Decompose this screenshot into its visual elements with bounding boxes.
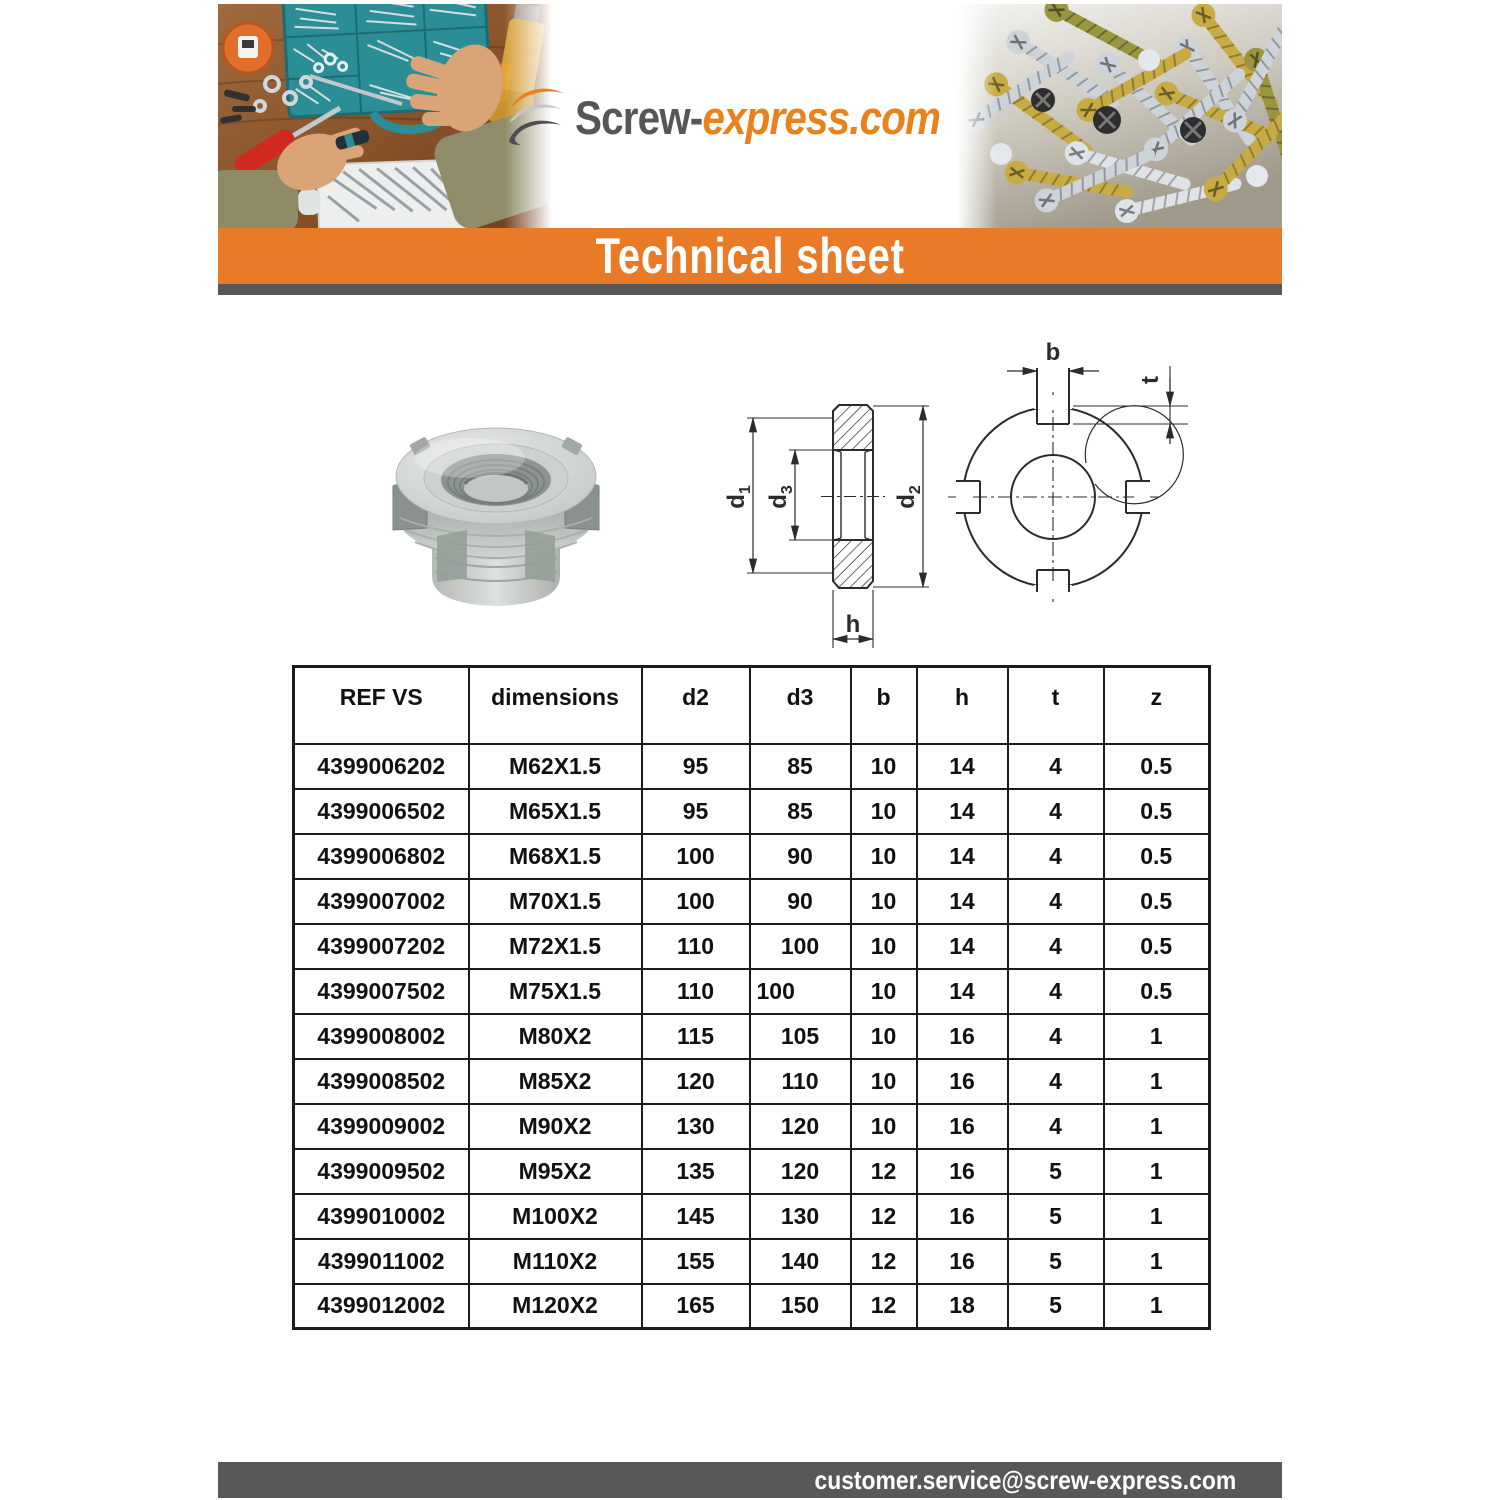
table-cell: 16 [917,1149,1008,1194]
table-cell: 16 [917,1239,1008,1284]
table-cell: 90 [750,834,851,879]
table-row [294,744,1210,789]
table-cell: 0.5 [1104,834,1210,879]
table-cell: 1 [1104,1059,1210,1104]
table-cell: 12 [851,1239,917,1284]
table-cell: M70X1.5 [469,879,642,924]
table-cell: 10 [851,879,917,924]
table-cell: 10 [851,924,917,969]
table-cell: 110 [642,969,750,1014]
table-cell: 0.5 [1104,789,1210,834]
table-cell: 14 [917,744,1008,789]
col-header-d3: d3 [750,667,851,744]
col-header-b: b [851,667,917,744]
table-cell: 4 [1008,744,1104,789]
table-cell: 110 [750,1059,851,1104]
dim-label-t: t [1137,376,1164,384]
table-cell: 5 [1008,1194,1104,1239]
dim-label-d3: $d_3$ [765,485,796,509]
table-cell: 0.5 [1104,969,1210,1014]
table-cell: 0.5 [1104,744,1210,789]
table-cell: 12 [851,1149,917,1194]
table-cell: 1 [1104,1194,1210,1239]
table-cell: 10 [851,744,917,789]
dim-label-b: b [1045,339,1061,366]
table-row [294,879,1210,924]
table-row [294,1194,1210,1239]
table-cell: 85 [750,744,851,789]
swoosh-icon [507,85,569,149]
table-cell: 120 [750,1104,851,1149]
brand-logo [548,62,958,172]
product-photo-slotted-nut [375,378,620,630]
table-row [294,1059,1210,1104]
screws-photo [957,4,1282,228]
table-cell: M85X2 [469,1059,642,1104]
table-cell: 10 [851,969,917,1014]
table-cell: 100 [750,969,851,1014]
table-cell: 135 [642,1149,750,1194]
table-cell: 14 [917,879,1008,924]
workbench-photo [218,4,552,228]
table-cell: 1 [1104,1014,1210,1059]
table-cell: 100 [642,879,750,924]
banner-strip [218,284,1282,295]
table-cell: 4399007502 [294,969,469,1014]
table-cell: 10 [851,1104,917,1149]
col-header-d2: d2 [642,667,750,744]
table-cell: 14 [917,834,1008,879]
table-cell: 4399006802 [294,834,469,879]
table-cell: 130 [750,1194,851,1239]
col-header-ref: REF VS [294,667,469,744]
banner [218,228,1282,284]
table-cell: 4399012002 [294,1284,469,1329]
table-cell: M120X2 [469,1284,642,1329]
table-cell: M62X1.5 [469,744,642,789]
table-cell: M65X1.5 [469,789,642,834]
table-cell: 4399009502 [294,1149,469,1194]
table-cell: 4399007202 [294,924,469,969]
table-cell: 1 [1104,1104,1210,1149]
footer-email[interactable]: customer.service@screw-express.com [814,1464,1236,1495]
section-view [747,405,929,648]
table-cell: 14 [917,789,1008,834]
table-cell: 4 [1008,924,1104,969]
table-cell: 4399011002 [294,1239,469,1284]
table-row [294,969,1210,1014]
technical-drawing [690,330,1250,670]
table-cell: 95 [642,744,750,789]
table-cell: 14 [917,969,1008,1014]
tape-measure [223,23,273,73]
table-cell: 4 [1008,1104,1104,1149]
table-cell: 4399006502 [294,789,469,834]
table-cell: 4 [1008,1059,1104,1104]
table-cell: 4 [1008,879,1104,924]
table-cell: 4399007002 [294,879,469,924]
table-cell: 155 [642,1239,750,1284]
table-cell: 5 [1008,1149,1104,1194]
table-cell: M72X1.5 [469,924,642,969]
table-row [294,789,1210,834]
table-row [294,1239,1210,1284]
table-cell: 85 [750,789,851,834]
table-cell: 16 [917,1059,1008,1104]
table-row [294,1014,1210,1059]
table-cell: 12 [851,1194,917,1239]
table-cell: 165 [642,1284,750,1329]
front-view [948,366,1188,602]
table-row [294,1284,1210,1329]
table-header-row [294,667,1210,744]
col-header-dimensions: dimensions [469,667,642,744]
table-cell: 12 [851,1284,917,1329]
table-cell: M80X2 [469,1014,642,1059]
table-cell: 95 [642,789,750,834]
dim-label-d2: $d_2$ [893,485,924,509]
table-cell: 1 [1104,1284,1210,1329]
brand-domain: express.com [702,90,940,144]
table-cell: 16 [917,1104,1008,1149]
table-cell: 115 [642,1014,750,1059]
dim-label-h: h [845,611,861,638]
table-cell: 1 [1104,1239,1210,1284]
table-cell: M68X1.5 [469,834,642,879]
table-cell: 1 [1104,1149,1210,1194]
table-cell: M90X2 [469,1104,642,1149]
table-row [294,1104,1210,1149]
table-cell: 4399006202 [294,744,469,789]
table-cell: M75X1.5 [469,969,642,1014]
table-cell: 10 [851,834,917,879]
table-cell: 4399008502 [294,1059,469,1104]
table-cell: 5 [1008,1239,1104,1284]
table-cell: M95X2 [469,1149,642,1194]
table-cell: 4 [1008,834,1104,879]
sheet-content [218,0,1282,1500]
table-cell: 140 [750,1239,851,1284]
table-cell: 0.5 [1104,924,1210,969]
table-cell: M100X2 [469,1194,642,1239]
spec-table-body [294,744,1210,1329]
table-cell: 100 [642,834,750,879]
table-cell: M110X2 [469,1239,642,1284]
table-cell: 4399009002 [294,1104,469,1149]
table-cell: 4 [1008,789,1104,834]
table-cell: 120 [750,1149,851,1194]
table-cell: 145 [642,1194,750,1239]
col-header-t: t [1008,667,1104,744]
table-cell: 4 [1008,969,1104,1014]
brand-name: Screw- [574,90,703,144]
table-cell: 10 [851,1014,917,1059]
table-cell: 100 [750,924,851,969]
footer-bar [218,1462,1282,1498]
table-cell: 14 [917,924,1008,969]
table-cell: 5 [1008,1284,1104,1329]
table-cell: 130 [642,1104,750,1149]
table-row [294,1149,1210,1194]
table-cell: 105 [750,1014,851,1059]
table-cell: 110 [642,924,750,969]
table-cell: 10 [851,1059,917,1104]
table-cell: 18 [917,1284,1008,1329]
table-cell: 4399010002 [294,1194,469,1239]
table-cell: 120 [642,1059,750,1104]
table-cell: 10 [851,789,917,834]
dim-label-d1: $d_1$ [723,485,754,509]
table-cell: 16 [917,1194,1008,1239]
banner-title: Technical sheet [595,228,905,284]
dimensions-table [292,665,1211,1330]
col-header-h: h [917,667,1008,744]
table-cell: 4 [1008,1014,1104,1059]
table-cell: 0.5 [1104,879,1210,924]
table-row [294,834,1210,879]
table-cell: 90 [750,879,851,924]
table-cell: 150 [750,1284,851,1329]
table-cell: 4399008002 [294,1014,469,1059]
table-cell: 16 [917,1014,1008,1059]
table-row [294,924,1210,969]
col-header-z: z [1104,667,1210,744]
